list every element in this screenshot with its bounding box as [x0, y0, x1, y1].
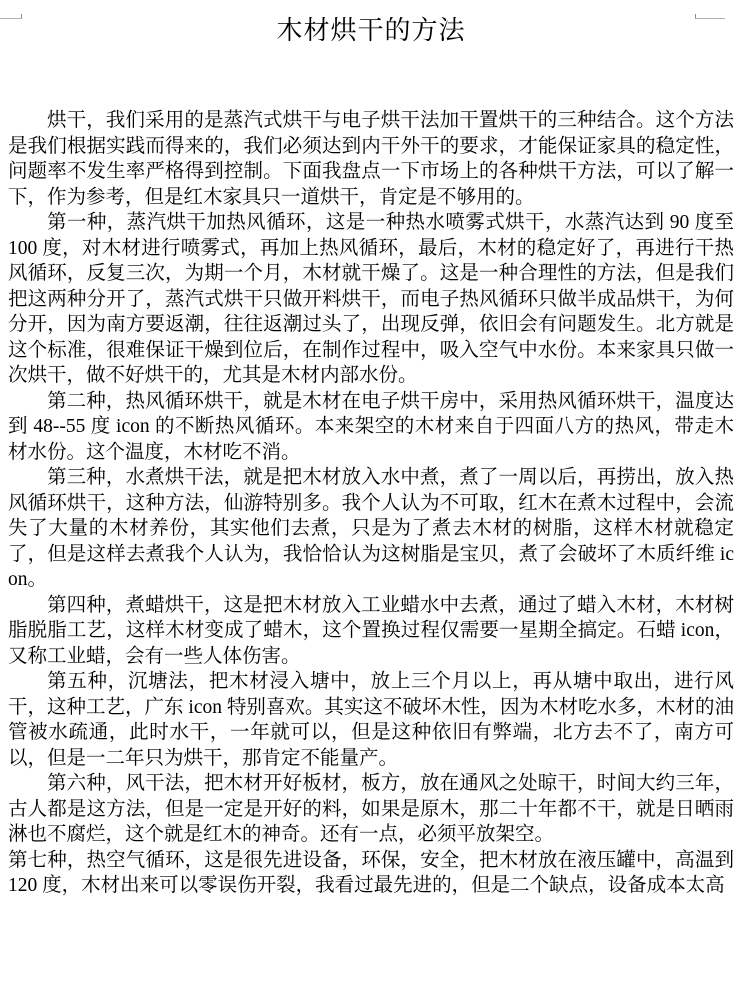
paragraph-intro: 烘干，我们采用的是蒸汽式烘干与电子烘干法加干置烘干的三种结合。这个方法是我们根据实践而得来的，我们必须达到内干外干的要求，才能保证家具的稳定性，问题率不发生率严格得到控制。下面我盘点一下市场上的各种烘干方法，可以了解一下，作为参考，但是红木家具只一道烘干，肯定是不够用的。	[8, 110, 734, 208]
text-boundary-mark-top-right	[695, 14, 725, 19]
paragraph-method-4: 第四种，煮蜡烘干，这是把木材放入工业蜡水中去煮，通过了蜡入木材，木材树脂脱脂工艺，这样木材变成了蜡木，这个置换过程仅需要一星期全搞定。石蜡 icon，又称工业蜡，会有一些人体伤害。	[8, 594, 734, 667]
document-page	[0, 14, 742, 899]
paragraph-method-5: 第五种，沉塘法，把木材浸入塘中，放上三个月以上，再从塘中取出，进行风干，这种工艺，广东 icon 特别喜欢。其实这不破坏木性，因为木材吃水多，木材的油管被水疏通，此时水干，一年就可以，但是这种依旧有弊端，北方去不了，南方可以，但是一二年只为烘干，那肯定不能量产。	[8, 671, 734, 769]
document-body	[0, 108, 742, 899]
page-title: 木材烘干的方法	[276, 16, 466, 45]
paragraph-method-1: 第一种，蒸汽烘干加热风循环，这是一种热水喷雾式烘干，水蒸汽达到 90 度至 100 度，对木材进行喷雾式，再加上热风循环，最后，木材的稳定好了，再进行干热风循环，反复三次，为期一个月，木材就干燥了。这是一种合理性的方法，但是我们把这两种分开了，蒸汽式烘干只做开料烘干，而电子热风循环只做半成品烘干，为何分开，因为南方要返潮，往往返潮过头了，出现反弹，依旧会有问题发生。北方就是这个标准，很难保证干燥到位后，在制作过程中，吸入空气中水份。本来家具只做一次烘干，做不好烘干的，尤其是木材内部水份。	[8, 212, 734, 386]
paragraph-method-7: 第七种，热空气循环，这是很先进设备，环保，安全，把木材放在液压罐中，高温到 120 度，木材出来可以零误伤开裂，我看过最先进的，但是二个缺点，设备成本太高	[8, 849, 734, 896]
paragraph-method-6: 第六种，风干法，把木材开好板材，板方，放在通风之处晾干，时间大约三年，古人都是这方法，但是一定是开好的料，如果是原木，那二十年都不干，就是日晒雨淋也不腐烂，这个就是红木的神奇。还有一点，必须平放架空。	[8, 773, 734, 845]
text-boundary-mark-top-left	[0, 14, 22, 19]
paragraph-method-3: 第三种，水煮烘干法，就是把木材放入水中煮，煮了一周以后，再捞出，放入热风循环烘干，这种方法，仙游特别多。我个人认为不可取，红木在煮木过程中，会流失了大量的木材养份，其实他们去煮，只是为了煮去木材的树脂，这样木材就稳定了，但是这样去煮我个人认为，我恰恰认为这树脂是宝贝，煮了会破坏了木质纤维 icon。	[8, 467, 734, 590]
paragraph-method-2: 第二种，热风循环烘干，就是木材在电子烘干房中，采用热风循环烘干，温度达到 48--55 度 icon 的不断热风循环。本来架空的木材来自于四面八方的热风，带走木材水份。这个温度，木材吃不消。	[8, 390, 734, 463]
